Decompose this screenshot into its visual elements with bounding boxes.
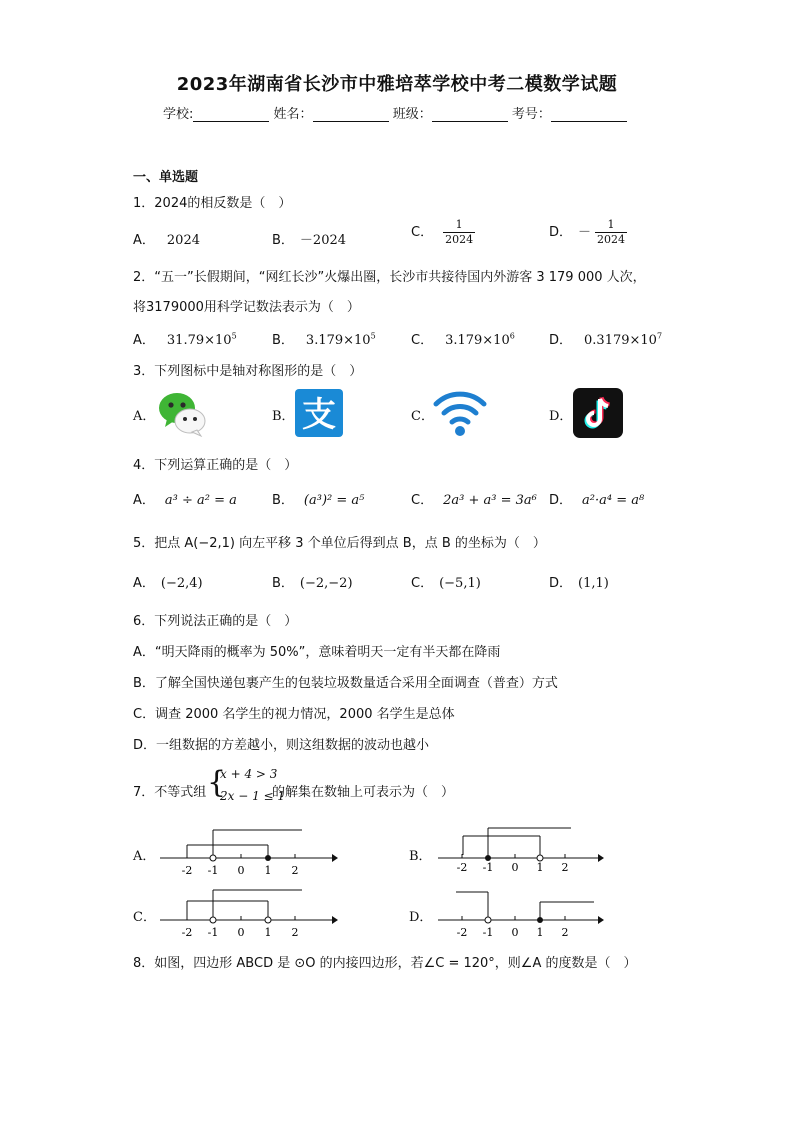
q5-a-label: A． [133,576,155,591]
q4-option-d[interactable] [549,489,644,508]
q5-d-label: D． [549,576,573,591]
q2-d-value: 0.3179×10 [584,333,657,348]
alipay-glyph: 支 [302,395,336,435]
q6-option-d[interactable]: D．一组数据的方差越小，则这组数据的波动也越小 [133,738,430,753]
q7-inequality-2: 2x − 1 ≤ 1 [220,789,286,803]
q2-option-d[interactable] [549,329,662,348]
q2-b-label: B． [272,333,294,348]
q5-option-a[interactable] [133,572,203,591]
q7-option-d-numberline[interactable] [426,884,606,948]
q3-option-b-label[interactable]: B． [272,409,295,424]
q2-a-value: 31.79×10 [166,333,232,348]
q5-a-value: (−2,4) [160,576,203,591]
q7-option-b-numberline[interactable] [426,822,606,886]
q1-option-d[interactable] [549,218,627,247]
q2-option-a[interactable] [133,329,237,348]
q6-stem: 6．下列说法正确的是（ ） [133,614,298,629]
number-label: 考号： [511,107,551,122]
q2-option-b[interactable] [272,329,376,348]
q5-option-b[interactable] [272,572,353,591]
q1-b-value: －2024 [299,233,347,248]
q4-a-label: A． [133,493,155,508]
tick-label: -1 [207,864,219,877]
student-info-line [163,103,627,122]
q7-option-a-label[interactable]: A． [133,849,156,864]
q1-d-sign: － [578,225,592,240]
tick-label: -2 [181,926,193,939]
fraction-denominator: 2024 [597,233,626,246]
fraction-numerator: 1 [595,218,627,233]
q7-option-c-numberline[interactable] [150,884,340,948]
tick-label: 0 [511,861,519,874]
tick-label: -1 [482,861,494,874]
q1-b-label: B． [272,233,294,248]
q5-option-c[interactable] [411,572,481,591]
q2-c-label: C． [411,333,434,348]
q3-option-a-label[interactable]: A． [133,409,156,424]
q4-b-expr: (a³)² = a⁵ [303,493,365,508]
q1-d-fraction [595,218,627,247]
tick-label: 2 [291,926,299,939]
q7-option-c-label[interactable]: C． [133,910,156,925]
number-blank[interactable] [551,107,627,122]
alipay-icon[interactable] [295,389,343,441]
q3-option-c-label[interactable]: C． [411,409,434,424]
q2-stem-line2: 将3179000用科学记数法表示为（ ） [133,300,360,315]
q7-stem-pre: 7．不等式组 [133,785,207,800]
tick-label: -2 [181,864,193,877]
name-blank[interactable] [313,107,389,122]
q2-b-value: 3.179×10 [305,333,371,348]
tick-label: -2 [456,926,468,939]
q5-d-value: (1,1) [578,576,609,591]
q1-option-c[interactable] [411,218,475,247]
tick-label: 2 [561,861,569,874]
q2-option-c[interactable] [411,329,515,348]
q2-b-exponent: 5 [370,331,376,341]
wechat-icon[interactable] [157,389,207,441]
q2-c-value: 3.179×10 [445,333,510,348]
tick-label: -1 [482,926,494,939]
tick-label: -1 [207,926,219,939]
tick-label: -2 [456,861,468,874]
tick-label: 1 [264,864,272,877]
q7-inequality-1: x + 4 > 3 [220,767,278,781]
q1-a-label: A． [133,233,155,248]
section-heading: 一、单选题 [133,170,199,185]
q2-a-exponent: 5 [231,331,237,341]
q2-d-exponent: 7 [656,331,663,341]
tick-label: 1 [536,861,544,874]
q5-c-value: (−5,1) [439,576,481,591]
q4-d-label: D． [549,493,573,508]
q1-c-label: C． [411,225,434,240]
q5-stem: 5．把点 A(−2,1) 向左平移 3 个单位后得到点 B，点 B 的坐标为（ ） [133,536,546,551]
school-blank[interactable] [193,107,269,122]
q4-stem: 4．下列运算正确的是（ ） [133,458,298,473]
q2-c-exponent: 6 [509,331,515,341]
q5-option-d[interactable] [549,572,609,591]
q4-option-c[interactable] [411,489,537,508]
q5-b-label: B． [272,576,294,591]
tick-label: 2 [291,864,299,877]
q1-a-value: 2024 [166,233,200,248]
q5-b-value: (−2,−2) [299,576,353,591]
q7-option-d-label[interactable]: D． [409,910,433,925]
q2-stem-line1: 2．“五一”长假期间，“网红长沙”火爆出圈，长沙市共接待国内外游客 3 179 000 人次， [133,270,646,285]
q7-stem-post: 的解集在数轴上可表示为（ ） [272,785,455,800]
class-label: 班级： [392,107,432,122]
name-label: 姓名： [273,107,313,122]
exam-title: 2023年湖南省长沙市中雅培萃学校中考二模数学试题 [176,74,618,95]
q1-c-fraction [443,218,475,247]
q1-stem: 1．2024的相反数是（ ） [133,196,292,211]
q7-option-a-numberline[interactable] [150,822,340,886]
school-label: 学校: [163,107,194,122]
q8-stem: 8．如图，四边形 ABCD 是 ⊙O 的内接四边形，若∠C = 120°，则∠A 的度数是（ ） [133,956,637,971]
tiktok-icon[interactable] [573,388,623,442]
tick-label: 0 [237,864,245,877]
tick-label: 0 [511,926,519,939]
q3-option-d-label[interactable]: D． [549,409,573,424]
q6-option-b[interactable]: B．了解全国快递包裹产生的包装垃圾数量适合采用全面调查（普查）方式 [133,676,558,691]
q5-c-label: C． [411,576,434,591]
q4-d-expr: a²·a⁴ = a⁸ [582,493,645,508]
tick-label: 2 [561,926,569,939]
q1-d-label: D． [549,225,573,240]
q1-option-a[interactable] [133,229,200,248]
wifi-icon[interactable] [433,388,487,442]
tick-label: 0 [237,926,245,939]
q4-option-a[interactable] [133,489,237,508]
q4-b-label: B． [272,493,294,508]
tick-label: 1 [536,926,544,939]
q4-option-b[interactable] [272,489,364,508]
q7-option-b-label[interactable]: B． [409,849,432,864]
q4-c-label: C． [411,493,434,508]
q2-d-label: D． [549,333,573,348]
q4-c-expr: 2a³ + a³ = 3a⁶ [443,493,537,508]
class-blank[interactable] [432,107,508,122]
q6-option-a[interactable]: A．“明天降雨的概率为 50%”，意味着明天一定有半天都在降雨 [133,645,501,660]
q1-option-b[interactable] [272,229,346,248]
q4-a-expr: a³ ÷ a² = a [164,493,237,508]
tick-label: 1 [264,926,272,939]
fraction-numerator: 1 [443,218,475,233]
q3-stem: 3．下列图标中是轴对称图形的是（ ） [133,364,363,379]
q7-brace: { [207,765,227,800]
q2-a-label: A． [133,333,155,348]
q6-option-c[interactable]: C．调查 2000 名学生的视力情况，2000 名学生是总体 [133,707,455,722]
fraction-denominator: 2024 [445,233,474,246]
